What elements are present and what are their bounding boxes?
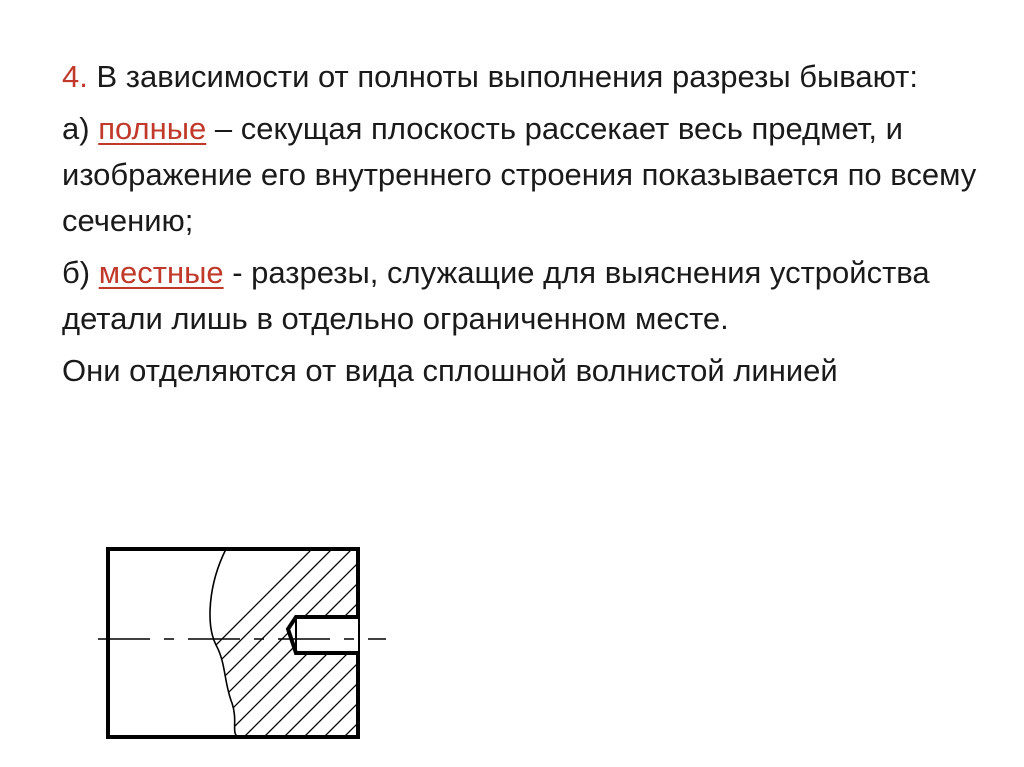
- local-definition: - разрезы, служащие для выяснения устройства детали лишь в отдельно ограниченном месте.: [62, 255, 930, 336]
- wavy-break-line: [210, 549, 238, 737]
- local-section-drawing-icon: [96, 545, 396, 745]
- item-number: 4.: [62, 59, 88, 94]
- full-definition: – секущая плоскость рассекает весь предмет, и изображение его внутреннего строения показывается по всему сечению;: [62, 111, 977, 238]
- item-prefix-a: а): [62, 111, 99, 146]
- wavy-line-text: Они отделяются от вида сплошной волнистой линией: [62, 353, 838, 388]
- hole-contour: [288, 617, 358, 653]
- paragraph-full-sections: [62, 106, 982, 244]
- intro-text: В зависимости от полноты выполнения разрезы бывают:: [87, 59, 918, 94]
- item-prefix-b: б): [62, 255, 99, 290]
- paragraph-intro: [62, 54, 982, 100]
- paragraph-wavy-line: [62, 348, 982, 394]
- paragraph-local-sections: [62, 250, 982, 342]
- term-local: местные: [98, 255, 224, 290]
- term-full: полные: [98, 111, 207, 146]
- slide-body: [62, 54, 982, 400]
